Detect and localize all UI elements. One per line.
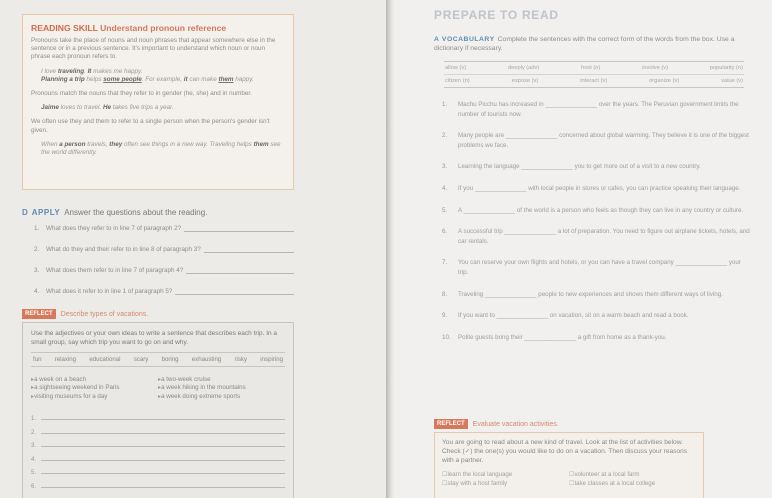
reflect-heading xyxy=(22,309,148,319)
sentence-text: Many people are _______________ concerned about global warming. They believe it is one of the biggest problems we face. xyxy=(458,132,749,149)
ex-noun: Jaime xyxy=(41,104,59,112)
apply-heading xyxy=(22,208,207,217)
answer-line[interactable] xyxy=(184,225,294,232)
sentence-number: 7. xyxy=(442,259,448,267)
ex-text: helps xyxy=(84,75,104,83)
ex-pronoun: them xyxy=(253,140,269,148)
answer-row xyxy=(31,422,285,436)
reading-skill-box xyxy=(22,14,294,190)
apply-questions xyxy=(34,225,294,309)
ex-text: When xyxy=(41,140,60,148)
question-item xyxy=(34,288,294,309)
activity-checkbox[interactable]: ☐ learn the local language xyxy=(442,471,512,478)
question-item xyxy=(34,267,294,288)
sentence-text: Machu Picchu has increased in _______________ over the years. The Peruvian government limits the number of tourists now. xyxy=(458,101,739,118)
answer-line[interactable] xyxy=(204,246,294,253)
answer-row xyxy=(31,409,285,423)
adjective: fun xyxy=(33,356,42,363)
question-text: What do they and their refer to in line 8 of paragraph 3? xyxy=(46,246,201,253)
adjective: scary xyxy=(133,356,149,363)
ex-text: can make xyxy=(187,75,219,83)
ex-text: travels, xyxy=(85,140,110,148)
skill-paragraph-3: We often use they and them to refer to a single person when the person's gender isn't given. xyxy=(31,118,270,134)
answer-line[interactable] xyxy=(41,446,285,447)
question-text: What does they refer to in line 7 of paragraph 2? xyxy=(46,225,182,232)
answer-row xyxy=(31,449,285,463)
sentence-number: 3. xyxy=(442,163,448,171)
sentence-text: Learning the language _______________ you to get more out of a visit to a new country. xyxy=(458,163,701,171)
ex-pronoun: they xyxy=(109,140,123,148)
sentence-text: You can reserve your own flights and hotels, or you can have a travel company _______________ your trip. xyxy=(458,259,741,276)
ex-pronoun: He xyxy=(102,104,112,112)
reflect-title: Describe types of vacations. xyxy=(60,310,149,318)
reflect-box xyxy=(22,322,294,498)
vocabulary-heading xyxy=(434,35,756,53)
question-item xyxy=(34,225,294,246)
vocabulary-instruction: Complete the sentences with the correct form of the words from the box. Use a dictionary if necessary. xyxy=(434,36,735,52)
sentence-text: Polite guests bring their _______________ a gift from home as a thank-you. xyxy=(458,333,667,341)
vocab-word: popularity (n) xyxy=(709,65,743,71)
adjective-box xyxy=(31,352,285,367)
sentence-item xyxy=(442,100,750,119)
reflect-tag-2: REFLECT xyxy=(434,419,468,429)
reflect-instruction: Use the adjectives or your own ideas to write a sentence that describes each trip. In a small group, say which trip you want to go on and why. xyxy=(31,330,278,346)
adjective: inspiring xyxy=(260,356,283,363)
vocabulary-letter: A xyxy=(434,36,439,43)
trip-item: ▸ a week on a beach xyxy=(31,376,86,383)
ex-pronoun: it xyxy=(183,75,188,83)
answer-row xyxy=(31,436,285,450)
ex-text: loves to travel. xyxy=(58,104,103,112)
book-gutter xyxy=(386,0,394,498)
sentence-number: 5. xyxy=(442,206,448,214)
activity-checkbox[interactable]: ☐ take classes at a local college xyxy=(569,480,655,487)
ex-pronoun: them xyxy=(218,75,234,83)
answer-line[interactable] xyxy=(186,267,294,274)
ex-text: takes five trips a year. xyxy=(111,104,174,112)
apply-letter: D xyxy=(22,208,28,217)
vocab-word: organize (v) xyxy=(649,78,680,84)
answer-line[interactable] xyxy=(41,487,285,488)
vocab-word: allow (v) xyxy=(445,65,467,71)
ex-noun: some people xyxy=(103,75,142,83)
vocab-word: value (v) xyxy=(721,78,743,84)
sentence-item xyxy=(442,227,750,246)
answer-line[interactable] xyxy=(41,460,285,461)
skill-example-3 xyxy=(41,141,285,157)
sentence-text: Traveling _______________ people to new experiences and shows them different ways of living. xyxy=(458,290,723,298)
adjective: exhausting xyxy=(191,356,222,363)
sentence-text: If you _______________ with local people in stores or cafes, you can practice speaking their language. xyxy=(458,184,741,192)
sentence-item xyxy=(442,333,750,343)
trip-item: ▸ visiting museums for a day xyxy=(31,393,107,400)
sentence-number: 10. xyxy=(442,333,451,341)
sentence-number: 2. xyxy=(442,132,448,140)
sentence-item xyxy=(442,258,750,277)
reflect-heading-2 xyxy=(434,419,559,429)
word-box xyxy=(444,61,744,88)
sentence-text: If you want to _______________ on vacation, sit on a warm beach and read a book. xyxy=(458,312,689,320)
answer-number: 5. xyxy=(31,469,37,477)
vocab-word: host (n) xyxy=(581,65,601,71)
reflect-box-2 xyxy=(434,432,704,498)
skill-example-2 xyxy=(41,104,285,112)
answer-number: 1. xyxy=(31,415,37,423)
sentence-number: 9. xyxy=(442,312,448,320)
sentence-item xyxy=(442,184,750,194)
question-text: What does them refer to in line 7 of paragraph 4? xyxy=(46,267,184,274)
sentence-item xyxy=(442,162,750,172)
ex-text: happy. xyxy=(233,75,254,83)
vocab-word: interact (v) xyxy=(580,78,608,84)
trip-item: ▸ a week doing extreme sports xyxy=(158,393,240,400)
answer-line[interactable] xyxy=(41,419,285,420)
trip-item: ▸ a two-week cruise xyxy=(158,376,211,383)
reading-skill-heading xyxy=(31,23,285,33)
activity-checkbox[interactable]: ☐ volunteer at a local farm xyxy=(569,471,640,478)
answer-row xyxy=(31,463,285,477)
sentence-list xyxy=(442,100,750,354)
answer-line[interactable] xyxy=(175,288,294,295)
sentence-item xyxy=(442,206,750,216)
ex-pronoun: It xyxy=(87,67,92,75)
page-title: PREPARE TO READ xyxy=(434,8,559,22)
question-number: 3. xyxy=(34,267,40,274)
ex-text: . For example, xyxy=(141,75,184,83)
adjective: risky xyxy=(234,356,248,363)
answer-number: 2. xyxy=(31,428,37,436)
activity-checkbox[interactable]: ☐ stay with a host family xyxy=(442,480,507,487)
answer-number: 6. xyxy=(31,482,37,490)
activity-checklist xyxy=(442,470,696,488)
sentence-item xyxy=(442,311,750,321)
ex-noun: a person xyxy=(59,140,86,148)
answer-number: 4. xyxy=(31,455,37,463)
trip-item: ▸ a sightseeing weekend in Paris xyxy=(31,384,119,391)
question-number: 4. xyxy=(34,288,40,295)
question-text: What does it refer to in line 1 of paragraph 5? xyxy=(46,288,173,295)
vocab-word: involve (v) xyxy=(642,65,669,71)
vocab-word: deeply (adv) xyxy=(507,65,540,71)
skill-example-1 xyxy=(41,68,285,84)
skill-intro: Pronouns take the place of nouns and noun phrases that appear somewhere else in the sentence or in a previous sentence. It's important to understand which noun or noun phrase each pronoun refers to. xyxy=(31,37,276,61)
sentence-item xyxy=(442,131,750,150)
sentence-number: 4. xyxy=(442,184,448,192)
apply-instruction: Answer the questions about the reading. xyxy=(64,208,208,217)
ex-text: . xyxy=(84,67,88,75)
sentence-text: A successful trip _______________ a lot of preparation. You need to figure out airplane tickets, hotels, and car rentals. xyxy=(458,228,750,245)
question-number: 2. xyxy=(34,246,40,253)
ex-noun: traveling xyxy=(57,67,85,75)
word-row xyxy=(444,62,744,74)
answer-number: 3. xyxy=(31,442,37,450)
ex-text: makes me happy. xyxy=(91,67,143,75)
vocab-word: citizen (n) xyxy=(445,78,470,84)
sentence-item xyxy=(442,290,750,300)
ex-noun: Planning a trip xyxy=(41,75,85,83)
ex-text: often see things in a new way. Traveling helps xyxy=(122,140,254,148)
sentence-number: 1. xyxy=(442,101,448,108)
adjective: boring xyxy=(161,356,179,363)
trip-list xyxy=(31,376,285,401)
word-row xyxy=(444,74,744,87)
vocabulary-word: VOCABULARY xyxy=(441,36,495,43)
skill-paragraph-2: Pronouns match the nouns that they refer to in gender (he, she) and in number. xyxy=(31,90,252,98)
answer-line[interactable] xyxy=(41,433,285,434)
reading-skill-title: Understand pronoun reference xyxy=(100,23,227,33)
reflect-instruction-2: You are going to read about a new kind of travel. Look at the list of activities below. Check (✓) the one(s) you would like to do on a vacation. Then discuss your reasons with a partner. xyxy=(442,439,688,464)
sentence-number: 6. xyxy=(442,228,448,236)
ex-text: see the world differently. xyxy=(41,140,281,157)
reflect-tag: REFLECT xyxy=(22,309,56,319)
sentence-number: 8. xyxy=(442,290,448,298)
answer-line[interactable] xyxy=(41,473,285,474)
sentence-text: A _______________ of the world is a person who feels as though they can live in any country or culture. xyxy=(458,206,744,214)
ex-text: I love xyxy=(41,67,58,75)
answer-row xyxy=(31,476,285,490)
vocab-word: expose (v) xyxy=(511,78,539,84)
question-number: 1. xyxy=(34,225,40,232)
apply-word: APPLY xyxy=(31,208,61,217)
reading-skill-label: READING SKILL xyxy=(31,23,98,33)
answer-lines xyxy=(31,409,285,490)
trip-item: ▸ a week hiking in the mountains xyxy=(158,384,246,391)
adjective: educational xyxy=(89,356,121,363)
reflect-title-2: Evaluate vacation activities. xyxy=(472,420,559,428)
question-item xyxy=(34,246,294,267)
adjective: relaxing xyxy=(54,356,77,363)
